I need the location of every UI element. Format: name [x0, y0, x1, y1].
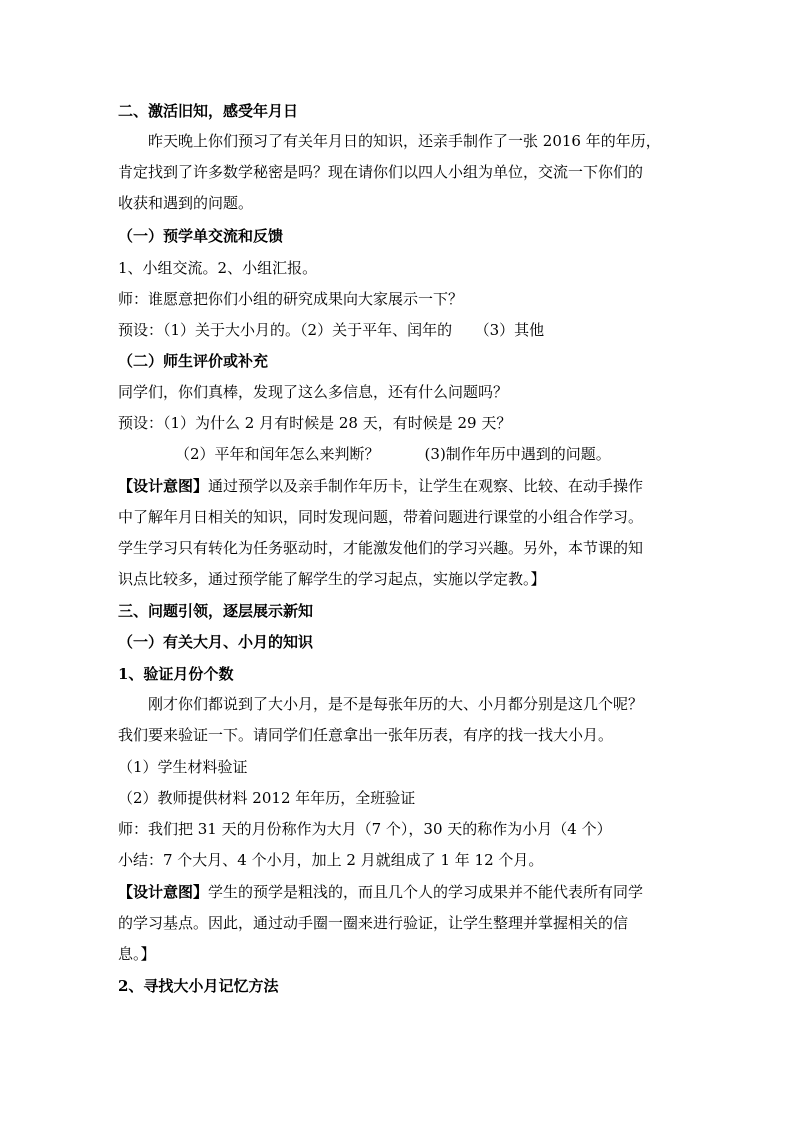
paragraph-line: 收获和遇到的问题。 — [118, 194, 254, 212]
subsection-heading-2: （二）师生评价或补充 — [118, 352, 269, 370]
paragraph-line: （2）平年和闰年怎么来判断？ (3)制作年历中遇到的问题。 — [175, 445, 611, 463]
paragraph-line: （2）教师提供材料 2012 年年历，全班验证 — [118, 789, 416, 807]
paragraph-line: 师：谁愿意把你们小组的研究成果向大家展示一下？ — [118, 290, 464, 308]
subsection-heading-1: （一）预学单交流和反馈 — [118, 227, 284, 245]
paragraph-line: 师：我们把 31 天的月份称作为大月（7 个），30 天的称作为小月（4 个） — [118, 820, 612, 838]
paragraph-line: 小结：7 个大月、4 个小月，加上 2 月就组成了 1 年 12 个月。 — [118, 851, 544, 869]
design-intent-line: 【设计意图】通过预学以及亲手制作年历卡，让学生在观察、比较、在动手操作 — [118, 477, 644, 495]
section-heading-3: 三、问题引领，逐层展示新知 — [118, 602, 314, 620]
paragraph-line: 同学们，你们真棒，发现了这么多信息，还有什么问题吗？ — [118, 383, 509, 401]
paragraph-line: 中了解年月日相关的知识，同时发现问题，带着问题进行课堂的小组合作学习。 — [118, 508, 644, 526]
paragraph-line: 肯定找到了许多数学秘密是吗？现在请你们以四人小组为单位，交流一下你们的 — [118, 163, 644, 181]
numbered-heading-2: 2、寻找大小月记忆方法 — [118, 977, 279, 995]
paragraph-line: 预设：（1）为什么 2 月有时候是 28 天，有时候是 29 天？ — [118, 414, 512, 432]
design-intent-label: 【设计意图】 — [118, 477, 209, 495]
paragraph-line: 学生学习只有转化为任务驱动时，才能激发他们的学习兴趣。另外，本节课的知 — [118, 539, 644, 557]
paragraph-line: 1、小组交流。2、小组汇报。 — [118, 259, 318, 277]
section-heading-2: 二、激活旧知，感受年月日 — [118, 102, 299, 120]
design-intent-line: 【设计意图】学生的预学是粗浅的，而且几个人的学习成果并不能代表所有同学 — [118, 883, 644, 901]
paragraph-line: 息。】 — [118, 945, 156, 963]
paragraph-line: （1）学生材料验证 — [118, 758, 248, 776]
paragraph-line: 昨天晚上你们预习了有关年月日的知识，还亲手制作了一张 2016 年的年历， — [148, 132, 661, 150]
paragraph-line: 的学习基点。因此，通过动手圈一圈来进行验证，让学生整理并掌握相关的信 — [118, 914, 629, 932]
paragraph-line: 预设：（1）关于大小月的。（2）关于平年、闰年的 （3）其他 — [118, 321, 545, 339]
numbered-heading-1: 1、验证月份个数 — [118, 665, 234, 683]
design-intent-label: 【设计意图】 — [118, 883, 209, 901]
paragraph-line: 我们要来验证一下。请同学们任意拿出一张年历表，有序的找一找大小月。 — [118, 726, 614, 744]
subsection-heading-1: （一）有关大月、小月的知识 — [118, 633, 314, 651]
paragraph-line: 识点比较多，通过预学能了解学生的学习起点，实施以学定教。】 — [118, 570, 546, 588]
paragraph-line: 刚才你们都说到了大小月，是不是每张年历的大、小月都分别是这几个呢？ — [148, 695, 644, 713]
